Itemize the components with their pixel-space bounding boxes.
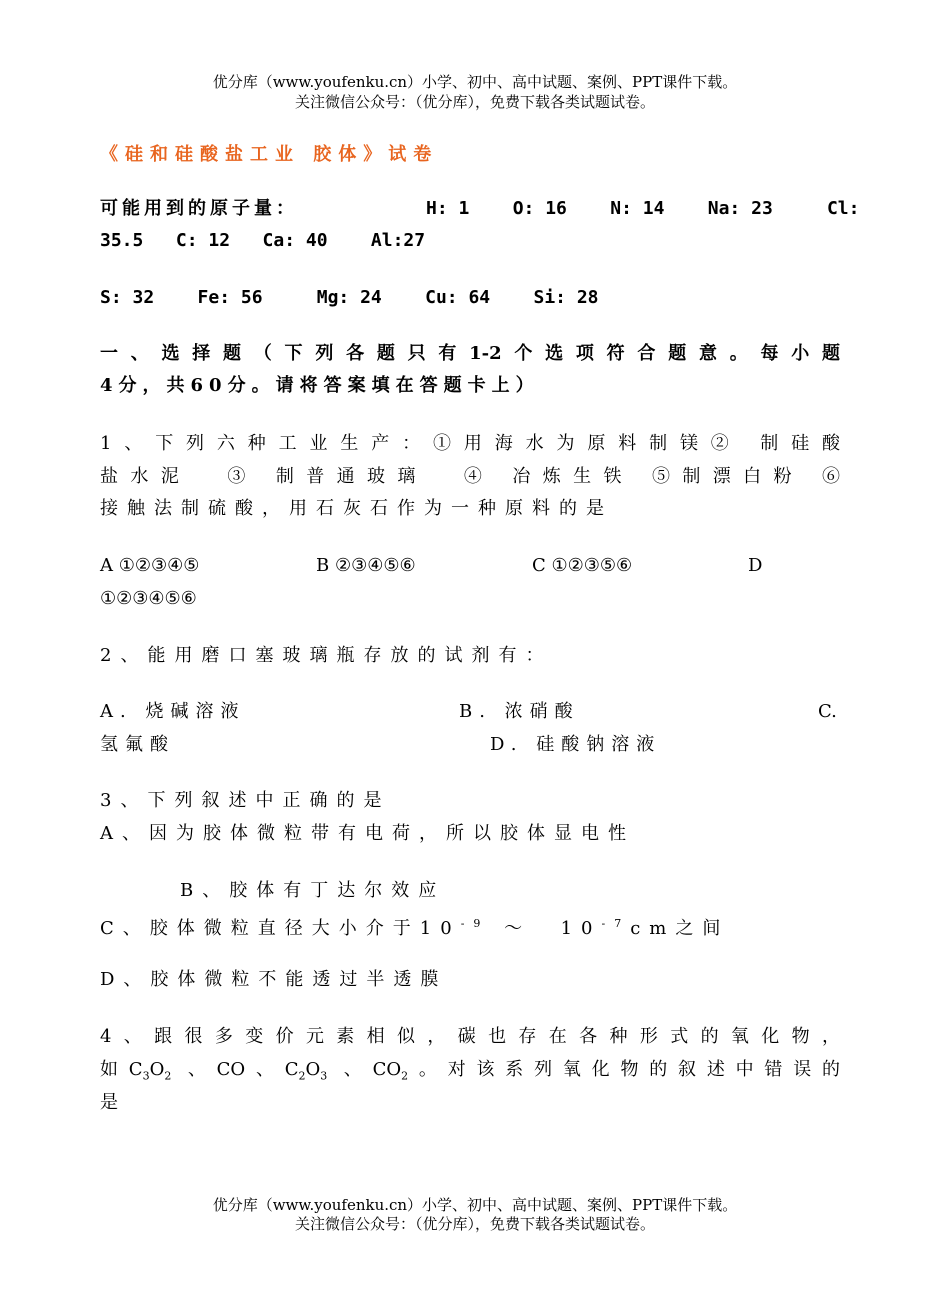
footer-line-2: 关注微信公众号：（优分库），免费下载各类试题试卷。 <box>294 1215 655 1233</box>
q4-separator: 、CO、C <box>171 1059 299 1080</box>
q4-text-post: 。对该系列氧化物的叙述中错误的 <box>408 1059 840 1080</box>
q1-option-d-value: ①②③④⑤⑥ <box>100 588 197 609</box>
atomic-mass-row-3: S: 32 Fe: 56 Mg: 24 Cu: 64 Si: 28 <box>100 287 599 308</box>
q2-option-c-label: C. <box>818 701 837 722</box>
q1-option-c: C ①②③⑤⑥ <box>532 555 633 576</box>
q4-separator: 、CO <box>327 1059 402 1080</box>
q4-line-3: 是 <box>100 1092 125 1113</box>
section-heading-line-1: 一、选择题（下列各题只有1-2个选项符合题意。每小题 <box>100 343 840 364</box>
q4-subscript: 3 <box>142 1069 150 1083</box>
q4-subscript: 2 <box>164 1069 172 1083</box>
q4-line-2 <box>100 1058 840 1089</box>
q4-oxygen: O <box>305 1059 321 1080</box>
header-line-2: 关注微信公众号：（优分库），免费下载各类试题试卷。 <box>294 93 655 111</box>
q2-option-d: D. 硅酸钠溶液 <box>490 734 662 755</box>
q3-option-a: A、因为胶体微粒带有电荷，所以胶体显电性 <box>100 823 635 844</box>
q1-line-2: 盐水泥 ③ 制普通玻璃 ④ 冶炼生铁 ⑤制漂白粉 ⑥ <box>100 466 840 487</box>
atomic-mass-label: 可能用到的原子量： <box>100 198 298 219</box>
q3-option-d: D、胶体微粒不能透过半透膜 <box>100 969 448 990</box>
q2-option-b: B. 浓硝酸 <box>459 701 580 722</box>
section-heading-line-2: 4分，共60分。请将答案填在答题卡上） <box>100 375 540 396</box>
q4-subscript: 2 <box>401 1069 409 1083</box>
page-title: 《硅和硅酸盐工业 胶体》试卷 <box>100 144 439 165</box>
q1-option-b: B ②③④⑤⑥ <box>316 555 416 576</box>
footer-line-1: 优分库（www.youfenku.cn）小学、初中、高中试题、案例、PPT课件下载。 <box>212 1196 738 1214</box>
q1-option-a: A ①②③④⑤ <box>100 555 200 576</box>
q2-option-c-value: 氢氟酸 <box>100 734 175 755</box>
q4-oxygen: O <box>149 1059 165 1080</box>
q3-option-c-unit: cm之间 <box>630 918 730 939</box>
q3-option-c <box>100 912 729 941</box>
q1-line-1: 1、下列六种工业生产：①用海水为原料制镁② 制硅酸 <box>100 433 840 454</box>
q4-line-1: 4、跟很多变价元素相似，碳也存在各种形式的氧化物， <box>100 1026 840 1047</box>
q3-stem: 3、下列叙述中正确的是 <box>100 790 391 811</box>
q4-text-pre: 如C <box>100 1059 143 1080</box>
q2-option-a: A. 烧碱溶液 <box>100 701 246 722</box>
q2-stem: 2、能用磨口塞玻璃瓶存放的试剂有： <box>100 645 553 666</box>
q3-option-c-text: C、胶体微粒直径大小介于10 <box>100 918 461 939</box>
q1-option-d-label: D <box>748 555 763 576</box>
q4-subscript: 2 <box>298 1069 306 1083</box>
q3-exponent-2: -7 <box>601 917 631 930</box>
q4-subscript: 3 <box>320 1069 328 1083</box>
q3-option-c-mid: ～ 10 <box>489 918 602 939</box>
header-line-1: 优分库（www.youfenku.cn）小学、初中、高中试题、案例、PPT课件下载。 <box>212 73 738 91</box>
q3-option-b: B、胶体有丁达尔效应 <box>180 880 446 901</box>
atomic-mass-row-2: 35.5 C: 12 Ca: 40 Al:27 <box>100 230 426 251</box>
atomic-mass-row-1: H: 1 O: 16 N: 14 Na: 23 Cl: <box>426 198 860 219</box>
q3-exponent-1: -9 <box>460 917 490 930</box>
q1-line-3: 接触法制硫酸，用石灰石作为一种原料的是 <box>100 498 613 519</box>
